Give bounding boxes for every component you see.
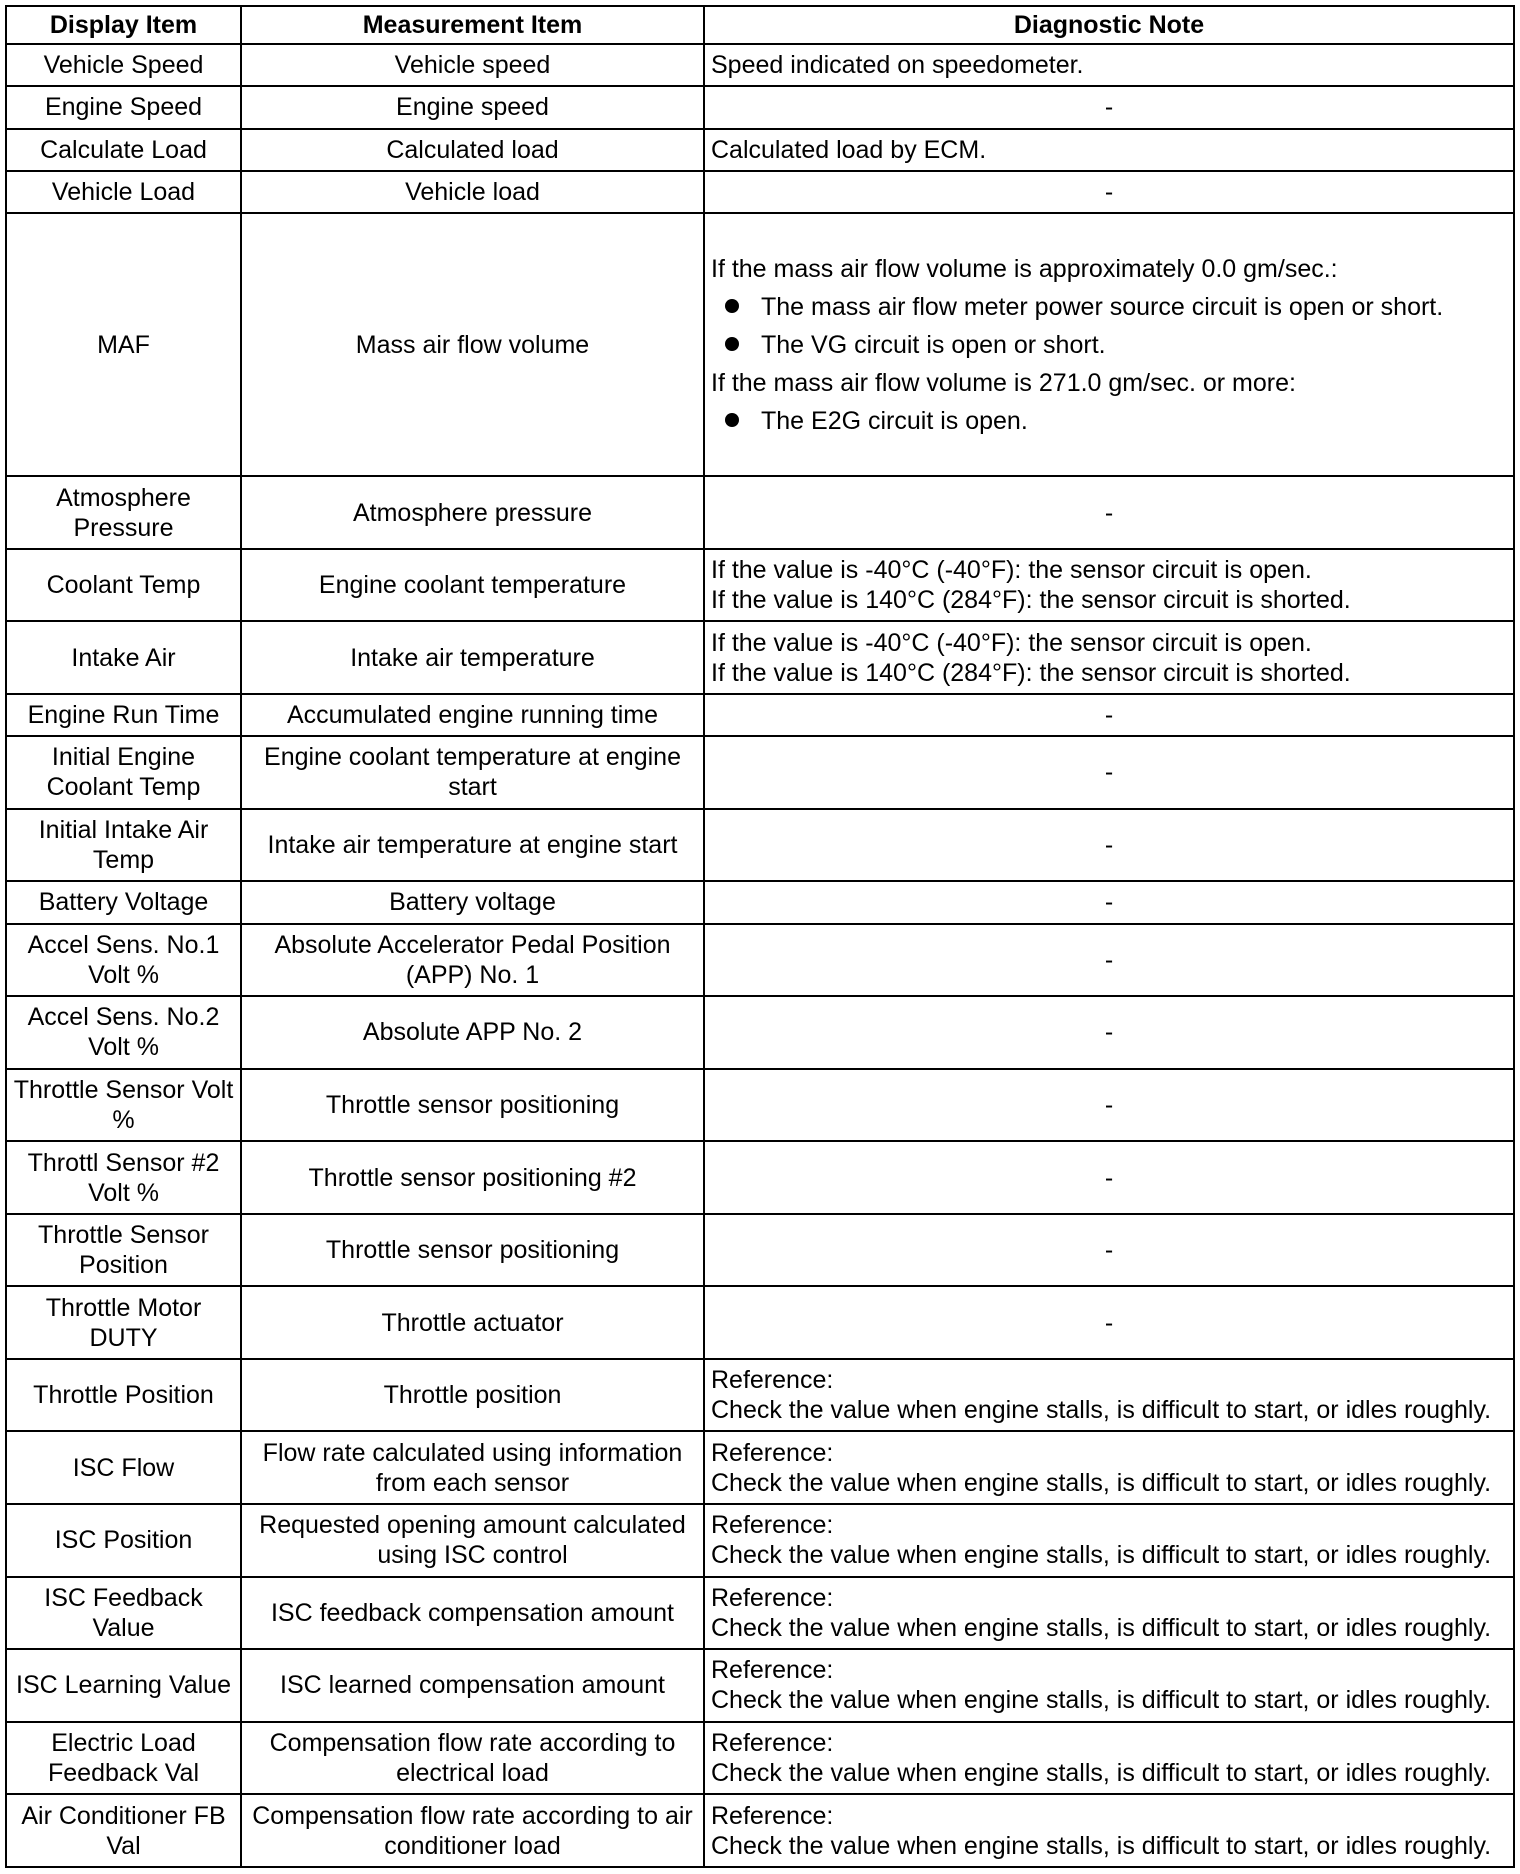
display-item-cell: ISC Learning Value — [6, 1649, 241, 1722]
note-line: - — [1104, 831, 1114, 860]
display-item-cell: Throttle Sensor Volt % — [6, 1069, 241, 1142]
note-line: - — [1104, 701, 1114, 730]
measurement-item-cell: Engine speed — [241, 86, 704, 128]
diagnostic-note-cell — [704, 129, 1514, 171]
display-item-cell: Battery Voltage — [6, 881, 241, 923]
display-item-cell: Calculate Load — [6, 129, 241, 171]
measurement-item-cell: Compensation flow rate according to electrical load — [241, 1722, 704, 1795]
diagnostic-note-cell — [704, 1577, 1514, 1650]
display-item-cell: Vehicle Speed — [6, 44, 241, 86]
display-item-cell: Engine Speed — [6, 86, 241, 128]
table-header-row — [6, 6, 1514, 44]
table-row — [6, 1504, 1514, 1577]
table-row — [6, 44, 1514, 86]
diagnostic-note-cell — [704, 809, 1514, 882]
note-line: Reference: — [711, 1583, 834, 1612]
diagnostic-note-cell — [704, 1359, 1514, 1432]
measurement-item-cell: Flow rate calculated using information from each sensor — [241, 1431, 704, 1504]
bullet-icon — [725, 413, 739, 427]
table-row — [6, 881, 1514, 923]
note-line: Calculated load by ECM. — [711, 135, 987, 164]
note-bullet-item — [711, 402, 1507, 440]
measurement-item-cell: Vehicle speed — [241, 44, 704, 86]
table-row — [6, 1286, 1514, 1359]
display-item-cell: Atmosphere Pressure — [6, 476, 241, 549]
diagnostic-note-cell — [704, 549, 1514, 622]
display-item-cell: Coolant Temp — [6, 549, 241, 622]
display-item-cell: Electric Load Feedback Val — [6, 1722, 241, 1795]
diagnostic-note-cell — [704, 621, 1514, 694]
diagnostic-note-cell — [704, 1722, 1514, 1795]
table-row — [6, 1431, 1514, 1504]
diagnostic-note-cell — [704, 1141, 1514, 1214]
note-line: - — [1104, 945, 1114, 974]
note-line: - — [1104, 93, 1114, 122]
note-line: - — [1104, 1236, 1114, 1265]
measurement-item-cell: Requested opening amount calculated using ISC control — [241, 1504, 704, 1577]
display-item-cell: Initial Engine Coolant Temp — [6, 736, 241, 809]
display-item-cell: Throttle Motor DUTY — [6, 1286, 241, 1359]
display-item-cell: ISC Position — [6, 1504, 241, 1577]
table-row — [6, 996, 1514, 1069]
diagnostic-note-cell — [704, 213, 1514, 476]
measurement-item-cell: Throttle sensor positioning — [241, 1069, 704, 1142]
table-row — [6, 476, 1514, 549]
note-line: Reference: — [711, 1438, 834, 1467]
note-line: Check the value when engine stalls, is difficult to start, or idles roughly. — [711, 1396, 1492, 1425]
table-row — [6, 1722, 1514, 1795]
measurement-item-cell: Engine coolant temperature at engine start — [241, 736, 704, 809]
note-bullet-item — [711, 288, 1507, 326]
note-line: - — [1104, 1018, 1114, 1047]
header-diagnostic-note: Diagnostic Note — [704, 6, 1514, 44]
display-item-cell: Accel Sens. No.1 Volt % — [6, 924, 241, 997]
note-bullet-text: The VG circuit is open or short. — [761, 330, 1106, 359]
note-line: - — [1104, 178, 1114, 207]
table-row — [6, 86, 1514, 128]
table-body — [6, 44, 1514, 1867]
diagnostic-note-cell — [704, 996, 1514, 1069]
bullet-icon — [725, 299, 739, 313]
table-row — [6, 694, 1514, 736]
display-item-cell: ISC Feedback Value — [6, 1577, 241, 1650]
measurement-item-cell: Battery voltage — [241, 881, 704, 923]
table-row — [6, 621, 1514, 694]
diagnostic-note-cell — [704, 694, 1514, 736]
table-row — [6, 549, 1514, 622]
note-line: - — [1104, 1090, 1114, 1119]
note-line: Reference: — [711, 1511, 834, 1540]
note-line: If the value is 140°C (284°F): the sensor circuit is shorted. — [711, 586, 1351, 615]
display-item-cell: Intake Air — [6, 621, 241, 694]
table-row — [6, 1794, 1514, 1867]
measurement-item-cell: Atmosphere pressure — [241, 476, 704, 549]
diagnostic-note-cell — [704, 171, 1514, 213]
diagnostic-note-cell — [704, 1649, 1514, 1722]
note-line: If the value is -40°C (-40°F): the sensor circuit is open. — [711, 628, 1312, 657]
data-list-table — [5, 5, 1515, 1868]
display-item-cell: ISC Flow — [6, 1431, 241, 1504]
display-item-cell: Accel Sens. No.2 Volt % — [6, 996, 241, 1069]
display-item-cell: MAF — [6, 213, 241, 476]
table-row — [6, 736, 1514, 809]
measurement-item-cell: Intake air temperature at engine start — [241, 809, 704, 882]
table-row — [6, 809, 1514, 882]
table-row — [6, 1214, 1514, 1287]
note-line: Reference: — [711, 1801, 834, 1830]
note-line: - — [1104, 1308, 1114, 1337]
note-line: Reference: — [711, 1728, 834, 1757]
table-row — [6, 1359, 1514, 1432]
note-bullet-text: The E2G circuit is open. — [761, 406, 1028, 435]
note-line: Reference: — [711, 1656, 834, 1685]
measurement-item-cell: ISC feedback compensation amount — [241, 1577, 704, 1650]
note-line: If the value is 140°C (284°F): the sensor circuit is shorted. — [711, 658, 1351, 687]
measurement-item-cell: Accumulated engine running time — [241, 694, 704, 736]
measurement-item-cell: Throttle sensor positioning — [241, 1214, 704, 1287]
diagnostic-note-cell — [704, 1286, 1514, 1359]
table-row — [6, 129, 1514, 171]
measurement-item-cell: Throttle position — [241, 1359, 704, 1432]
note-line: - — [1104, 498, 1114, 527]
table-row — [6, 1577, 1514, 1650]
measurement-item-cell: Compensation flow rate according to air conditioner load — [241, 1794, 704, 1867]
measurement-item-cell: Mass air flow volume — [241, 213, 704, 476]
note-line: Check the value when engine stalls, is difficult to start, or idles roughly. — [711, 1468, 1492, 1497]
note-line: Check the value when engine stalls, is difficult to start, or idles roughly. — [711, 1831, 1492, 1860]
diagnostic-note-cell — [704, 1431, 1514, 1504]
note-line: Check the value when engine stalls, is difficult to start, or idles roughly. — [711, 1686, 1492, 1715]
note-line: Check the value when engine stalls, is difficult to start, or idles roughly. — [711, 1758, 1492, 1787]
table-row — [6, 171, 1514, 213]
table-row — [6, 1069, 1514, 1142]
note-line: Check the value when engine stalls, is difficult to start, or idles roughly. — [711, 1613, 1492, 1642]
measurement-item-cell: Absolute Accelerator Pedal Position (APP) No. 1 — [241, 924, 704, 997]
diagnostic-note-cell — [704, 924, 1514, 997]
diagnostic-note-cell — [704, 476, 1514, 549]
table-row — [6, 213, 1514, 476]
table-row — [6, 1649, 1514, 1722]
display-item-cell: Throttl Sensor #2 Volt % — [6, 1141, 241, 1214]
header-measurement-item: Measurement Item — [241, 6, 704, 44]
measurement-item-cell: Vehicle load — [241, 171, 704, 213]
diagnostic-note-cell — [704, 44, 1514, 86]
note-line: Reference: — [711, 1366, 834, 1395]
measurement-item-cell: ISC learned compensation amount — [241, 1649, 704, 1722]
measurement-item-cell: Calculated load — [241, 129, 704, 171]
display-item-cell: Vehicle Load — [6, 171, 241, 213]
diagnostic-note-cell — [704, 881, 1514, 923]
diagnostic-note-cell — [704, 1794, 1514, 1867]
table-row — [6, 1141, 1514, 1214]
note-bullet-text: The mass air flow meter power source circuit is open or short. — [761, 292, 1444, 321]
note-line: - — [1104, 888, 1114, 917]
note-line: - — [1104, 1163, 1114, 1192]
display-item-cell: Initial Intake Air Temp — [6, 809, 241, 882]
note-paragraph: If the mass air flow volume is approximately 0.0 gm/sec.: — [711, 254, 1338, 283]
diagnostic-note-cell — [704, 86, 1514, 128]
note-bullet-item — [711, 326, 1507, 364]
display-item-cell: Throttle Position — [6, 1359, 241, 1432]
diagnostic-note-cell — [704, 1069, 1514, 1142]
note-line: - — [1104, 758, 1114, 787]
measurement-item-cell: Throttle actuator — [241, 1286, 704, 1359]
measurement-item-cell: Absolute APP No. 2 — [241, 996, 704, 1069]
note-line: If the value is -40°C (-40°F): the sensor circuit is open. — [711, 556, 1312, 585]
diagnostic-note-cell — [704, 1214, 1514, 1287]
note-paragraph: If the mass air flow volume is 271.0 gm/sec. or more: — [711, 368, 1296, 397]
measurement-item-cell: Intake air temperature — [241, 621, 704, 694]
header-display-item: Display Item — [6, 6, 241, 44]
note-line: Speed indicated on speedometer. — [711, 51, 1084, 80]
measurement-item-cell: Engine coolant temperature — [241, 549, 704, 622]
diagnostic-note-cell — [704, 736, 1514, 809]
diagnostic-note-cell — [704, 1504, 1514, 1577]
note-line: Check the value when engine stalls, is difficult to start, or idles roughly. — [711, 1541, 1492, 1570]
table-row — [6, 924, 1514, 997]
display-item-cell: Air Conditioner FB Val — [6, 1794, 241, 1867]
measurement-item-cell: Throttle sensor positioning #2 — [241, 1141, 704, 1214]
display-item-cell: Engine Run Time — [6, 694, 241, 736]
display-item-cell: Throttle Sensor Position — [6, 1214, 241, 1287]
bullet-icon — [725, 337, 739, 351]
